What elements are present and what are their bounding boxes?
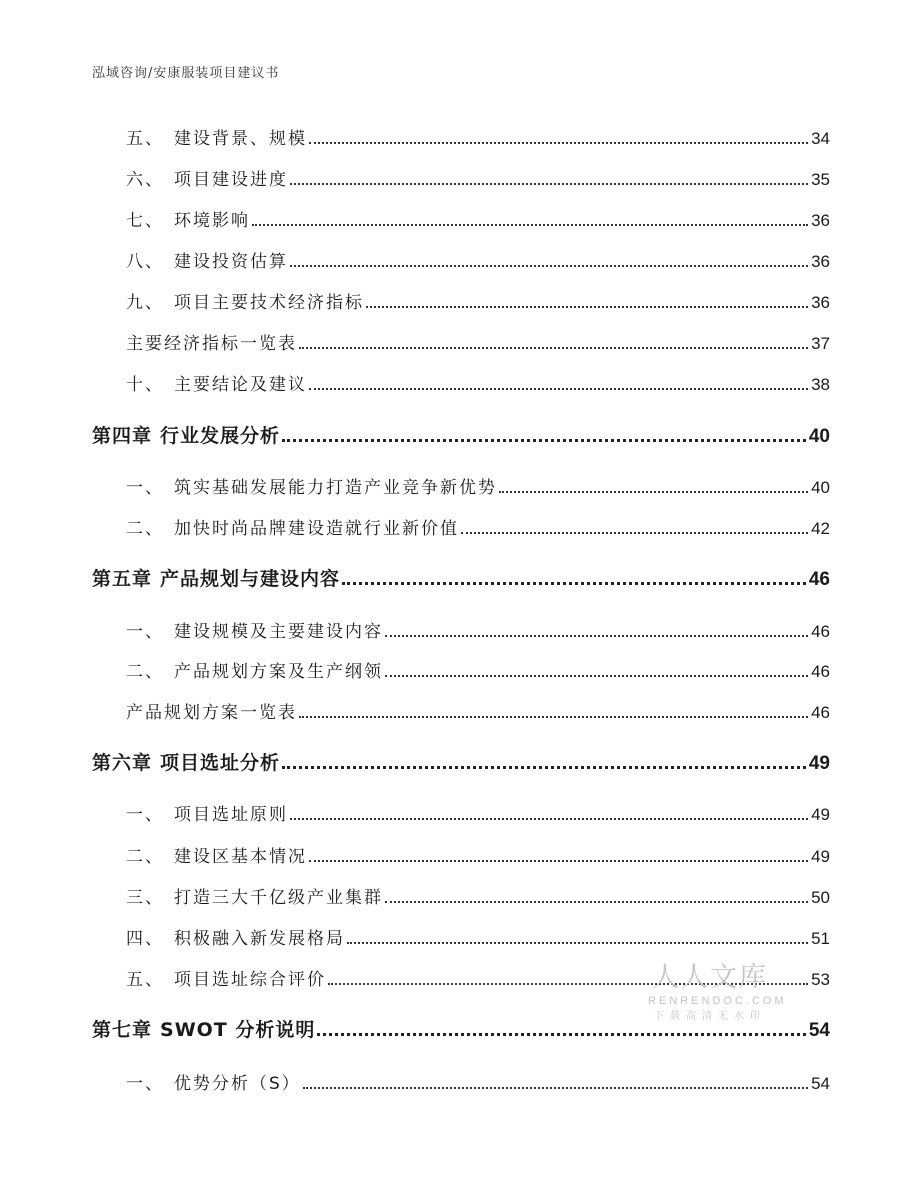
toc-chapter-number: 第四章 — [92, 425, 153, 447]
toc-entry-title: 项目主要技术经济指标 — [174, 293, 364, 313]
toc-entry-number: 一、 — [126, 805, 164, 825]
toc-entry-title: 项目选址综合评价 — [174, 970, 326, 990]
toc-entry-title: 建设规模及主要建设内容 — [174, 622, 383, 642]
dot-leader — [290, 183, 808, 185]
dot-leader — [309, 142, 808, 144]
dot-leader — [461, 532, 808, 534]
toc-entry-page: 38 — [811, 375, 830, 394]
toc-entry-number: 三、 — [126, 888, 164, 908]
toc-entry[interactable] — [126, 206, 830, 231]
toc-entry-number: 五、 — [126, 129, 164, 149]
toc-entry[interactable] — [126, 247, 830, 272]
toc-entry-page: 40 — [811, 478, 830, 497]
dot-leader — [309, 860, 808, 862]
toc-chapter-title: 产品规划与建设内容 — [160, 568, 341, 590]
toc-entry-number: 六、 — [126, 170, 164, 190]
toc-chapter-title: 项目选址分析 — [160, 752, 281, 774]
dot-leader — [252, 224, 808, 226]
toc-entry-title: 建设背景、规模 — [174, 129, 307, 149]
toc-entry[interactable] — [126, 514, 830, 539]
toc-entry-number: 二、 — [126, 662, 164, 682]
watermark-subtitle: 下载高清无水印 — [654, 1011, 766, 1022]
toc-entry-number: 五、 — [126, 970, 164, 990]
toc-entry-page: 46 — [811, 662, 830, 681]
dot-leader — [282, 439, 806, 442]
toc-entry-page: 35 — [811, 170, 830, 189]
toc-entry[interactable] — [126, 370, 830, 395]
toc-entry-number: 七、 — [126, 211, 164, 231]
toc-chapter-number: 第七章 — [92, 1019, 153, 1041]
toc-entry-title: 建设投资估算 — [174, 252, 288, 272]
toc-chapter-number: 第五章 — [92, 568, 153, 590]
toc-entry-number: 二、 — [126, 847, 164, 867]
toc-entry-number: 九、 — [126, 293, 164, 313]
page-header: 泓域咨询/安康服装项目建议书 — [92, 66, 280, 81]
toc-entry-title: 产品规划方案及生产纲领 — [174, 662, 383, 682]
toc-entry[interactable] — [126, 1069, 830, 1094]
toc-entry-title: 项目选址原则 — [174, 805, 288, 825]
watermark-domain: RENRENDOC.COM — [648, 995, 787, 1007]
toc-chapter-page: 46 — [808, 569, 830, 590]
toc-entry[interactable] — [126, 800, 830, 825]
toc-entry[interactable] — [126, 473, 830, 498]
toc-entry-number: 二、 — [126, 519, 164, 539]
toc-entry-page: 42 — [811, 519, 830, 538]
toc-entry-page: 51 — [811, 929, 830, 948]
dot-leader — [309, 388, 808, 390]
toc-entry-title: 优势分析（S） — [174, 1074, 301, 1094]
dot-leader — [347, 942, 808, 944]
toc-entry-page: 36 — [811, 293, 830, 312]
toc-entry-page: 46 — [811, 703, 830, 722]
toc-entry-number: 一、 — [126, 478, 164, 498]
toc-entry-page: 36 — [811, 211, 830, 230]
toc-entry-number: 八、 — [126, 252, 164, 272]
toc-entry-title: 积极融入新发展格局 — [174, 929, 345, 949]
toc-entry-title: 建设区基本情况 — [174, 847, 307, 867]
toc-entry-title: 主要经济指标一览表 — [126, 334, 297, 354]
toc-entry[interactable] — [126, 842, 830, 867]
toc-entry-page: 50 — [811, 888, 830, 907]
toc-entry-number: 一、 — [126, 622, 164, 642]
toc-entry[interactable] — [126, 698, 830, 723]
toc-entry-title: 主要结论及建议 — [174, 375, 307, 395]
toc-entry-page: 49 — [811, 805, 830, 824]
toc-entry-page: 36 — [811, 252, 830, 271]
toc-entry-title: 打造三大千亿级产业集群 — [174, 888, 383, 908]
toc-entry-number: 四、 — [126, 929, 164, 949]
dot-leader — [366, 306, 808, 308]
toc-chapter-title: SWOT 分析说明 — [160, 1019, 316, 1041]
toc-entry-number: 一、 — [126, 1074, 164, 1094]
toc-entry[interactable] — [126, 329, 830, 354]
toc-entry[interactable] — [126, 924, 830, 949]
toc-entry-page: 53 — [811, 970, 830, 989]
toc-entry-title: 环境影响 — [174, 211, 250, 231]
toc-entry-page: 46 — [811, 622, 830, 641]
toc-entry-title: 筑实基础发展能力打造产业竞争新优势 — [174, 478, 497, 498]
toc-entry-title: 加快时尚品牌建设造就行业新价值 — [174, 519, 459, 539]
dot-leader — [282, 766, 806, 769]
dot-leader — [303, 1087, 808, 1089]
toc-chapter-number: 第六章 — [92, 752, 153, 774]
toc-chapter[interactable] — [92, 748, 830, 775]
toc-chapter-page: 54 — [808, 1020, 830, 1041]
toc-entry[interactable] — [126, 657, 830, 682]
dot-leader — [342, 582, 806, 585]
toc-entry[interactable] — [126, 617, 830, 642]
dot-leader — [290, 265, 808, 267]
toc-chapter-page: 40 — [808, 426, 830, 447]
dot-leader — [290, 818, 808, 820]
toc-entry[interactable] — [126, 883, 830, 908]
toc-chapter-title: 行业发展分析 — [160, 425, 281, 447]
toc-entry-page: 49 — [811, 847, 830, 866]
toc-chapter[interactable] — [92, 421, 830, 448]
dot-leader — [385, 635, 808, 637]
dot-leader — [299, 347, 808, 349]
toc-entry[interactable] — [126, 124, 830, 149]
toc-entry[interactable] — [126, 288, 830, 313]
watermark — [648, 955, 787, 1022]
watermark-logo-text: 人人文库 — [652, 962, 768, 993]
toc-entry-number: 十、 — [126, 375, 164, 395]
toc-entry[interactable] — [126, 165, 830, 190]
toc-entry-page: 34 — [811, 129, 830, 148]
dot-leader — [317, 1033, 805, 1036]
toc-entry-page: 54 — [811, 1074, 830, 1093]
toc-chapter-page: 49 — [808, 753, 830, 774]
dot-leader — [299, 716, 808, 718]
dot-leader — [385, 901, 808, 903]
dot-leader — [385, 675, 808, 677]
toc-entry-title: 项目建设进度 — [174, 170, 288, 190]
toc-entry-page: 37 — [811, 334, 830, 353]
dot-leader — [499, 491, 808, 493]
toc-chapter[interactable] — [92, 564, 830, 591]
toc-entry-title: 产品规划方案一览表 — [126, 703, 297, 723]
